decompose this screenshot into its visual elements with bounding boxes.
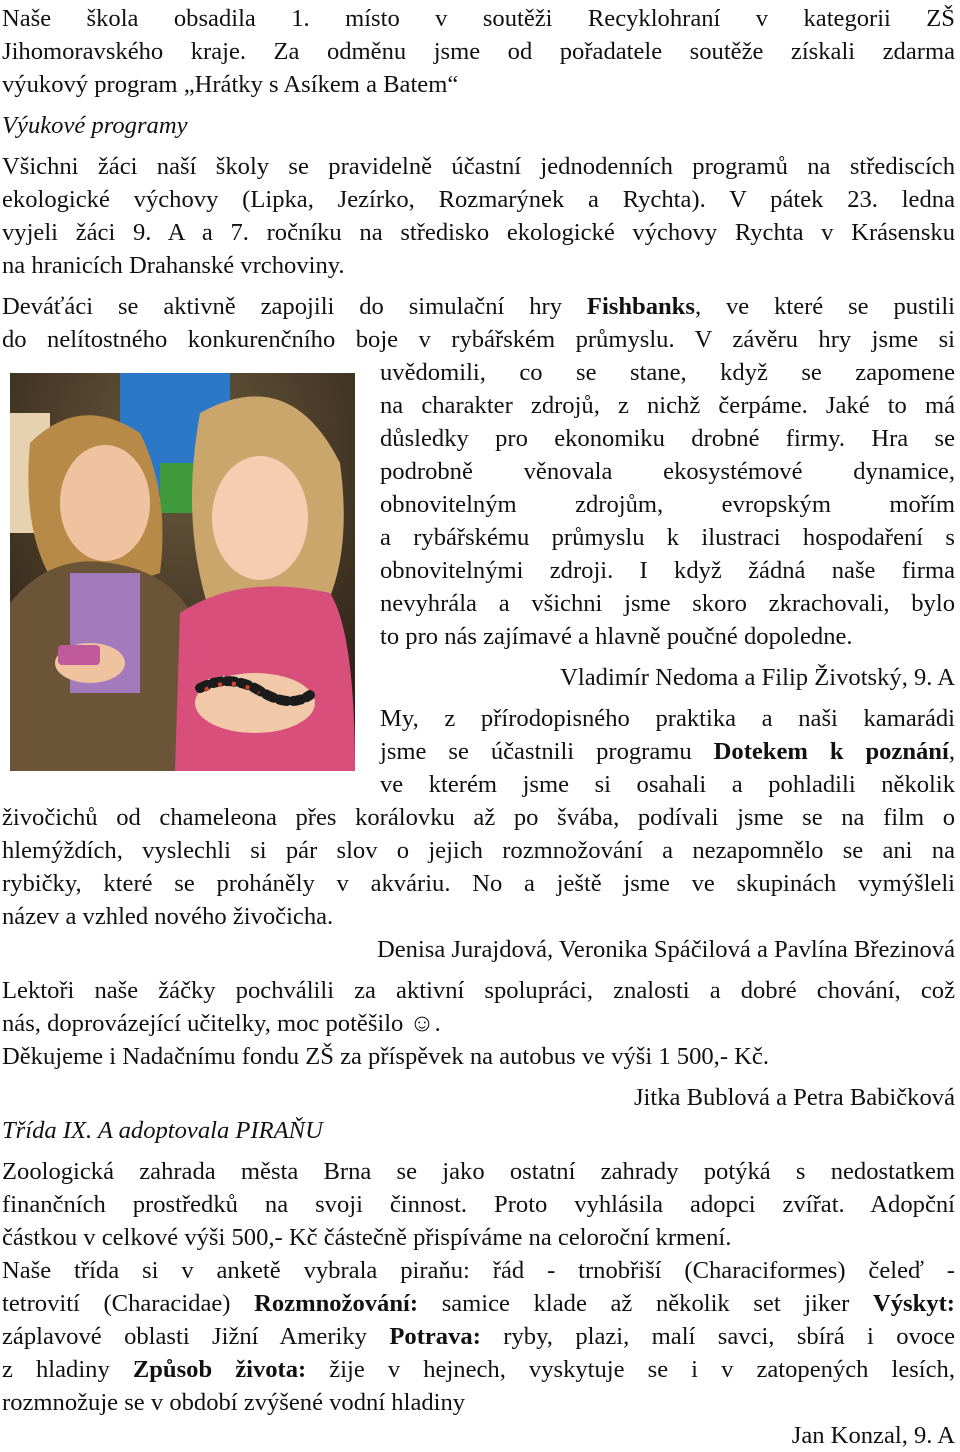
fishbanks-bold: Fishbanks: [586, 293, 695, 320]
programs-line-3: vyjeli žáci 9. A a 7. ročníku na středisko ekologické výchovy Rychta v Krásensku: [2, 219, 955, 246]
photo-illustration: [10, 373, 355, 771]
zoo-line-1: Zoologická zahrada města Brna se jako ostatní zahrady potýká s nedostatkem: [2, 1158, 955, 1185]
signature-2: Denisa Jurajdová, Veronika Spáčilová a Pavlína Březinová: [376, 936, 955, 963]
intro-line-1: Naše škola obsadila 1. místo v soutěži Recyklohraní v kategorii ZŠ: [2, 5, 955, 32]
thanks-line-3: Děkujeme i Nadačnímu fondu ZŠ za příspěvek na autobus ve výši 1 500,- Kč.: [2, 1043, 769, 1070]
programs-line-2: ekologické výchovy (Lipka, Jezírko, Rozmarýnek a Rychta). V pátek 23. ledna: [2, 186, 955, 213]
intro-line-2: Jihomoravského kraje. Za odměnu jsme od pořadatele soutěže získali zdarma: [2, 38, 955, 65]
thanks-line-1: Lektoři naše žáčky pochválili za aktivní spolupráci, znalosti a dobré chování, což: [2, 977, 955, 1004]
section-heading-programs: Výukové programy: [2, 112, 188, 139]
piranha-text-3a: záplavové oblasti Jižní Ameriky: [2, 1323, 390, 1350]
fishbanks-line-2: do nelítostného konkurenčního boje v rybářském průmyslu. V závěru hry jsme si: [2, 326, 955, 353]
signature-1: Vladimír Nedoma a Filip Životský, 9. A: [560, 664, 955, 691]
piranha-text-3c: ryby, plazi, malí savci, sbírá i ovoce: [480, 1323, 955, 1350]
touch-line-5: hlemýždích, vyslechli si pár slov o jejich rozmnožování a nezapomnělo se ani na: [2, 837, 955, 864]
fishbanks-line-3: uvědomili, co se stane, když se zapomene: [380, 359, 955, 386]
piranha-line-3: [2, 1320, 955, 1353]
fishbanks-line-1: [2, 290, 955, 323]
fishbanks-text-a: Deváťáci se aktivně zapojili do simulační hry: [2, 293, 587, 320]
piranha-text-2a: tetrovití (Characidae): [2, 1290, 255, 1317]
touch-line-2: [380, 735, 955, 768]
touch-line-6: rybičky, které se proháněly v akváriu. No a ještě jsme ve skupinách vymýšleli: [2, 870, 955, 897]
piranha-bold-occurrence: Výskyt:: [873, 1290, 955, 1317]
touch-line-1: My, z přírodopisného praktika a naši kamarádi: [380, 705, 955, 732]
piranha-line-1: Naše třída si v anketě vybrala piraňu: řád - trnobřiší (Characiformes) čeleď -: [2, 1257, 955, 1284]
piranha-text-2c: samice klade až několik set jiker: [418, 1290, 873, 1317]
touch-line-7: název a vzhled nového živočicha.: [2, 903, 334, 930]
touch-line-4: živočichů od chameleona přes korálovku až po švába, podívali jsme se na film o: [2, 804, 955, 831]
fishbanks-line-10: nevyhrála a všichni jsme skoro zkrachovali, bylo: [380, 590, 955, 617]
thanks-line-2: nás, doprovázející učitelky, moc potěšilo ☺.: [2, 1010, 441, 1037]
piranha-line-2: [2, 1287, 955, 1320]
touch-text-a: jsme se účastnili programu: [380, 738, 714, 765]
fishbanks-line-4: na charakter zdrojů, z nichž čerpáme. Jaké to má: [380, 392, 955, 419]
piranha-line-5: rozmnožuje se v období zvýšené vodní hladiny: [2, 1389, 466, 1416]
fishbanks-text-c: , ve které se pustili: [694, 293, 955, 320]
touch-text-c: ,: [948, 738, 955, 765]
piranha-bold-food: Potrava:: [389, 1323, 481, 1350]
fishbanks-line-7: obnovitelným zdrojům, evropským mořím: [380, 491, 955, 518]
signature-4: Jan Konzal, 9. A: [791, 1422, 955, 1449]
piranha-bold-lifestyle: Způsob života:: [132, 1356, 307, 1383]
piranha-text-4a: z hladiny: [2, 1356, 133, 1383]
piranha-text-4c: žije v hejnech, vyskytuje se i v zatopených lesích,: [306, 1356, 956, 1383]
programs-line-1: Všichni žáci naší školy se pravidelně účastní jednodenních programů na střediscích: [2, 153, 955, 180]
piranha-line-4: [2, 1353, 955, 1386]
fishbanks-line-8: a rybářskému průmyslu k ilustraci hospodaření s: [380, 524, 955, 551]
zoo-line-3: částkou v celkové výši 500,- Kč částečně přispíváme na celoroční krmení.: [2, 1224, 732, 1251]
photo-girls-with-snake: [10, 373, 355, 771]
fishbanks-line-9: obnovitelnými zdroji. I když žádná naše firma: [380, 557, 955, 584]
programs-line-4: na hranicích Drahanské vrchoviny.: [2, 252, 345, 279]
fishbanks-line-6: podrobně věnovala ekosystémové dynamice,: [380, 458, 955, 485]
touch-line-3: ve kterém jsme si osahali a pohladili několik: [380, 771, 955, 798]
zoo-line-2: finančních prostředků na svoji činnost. Proto vyhlásila adopci zvířat. Adopční: [2, 1191, 955, 1218]
fishbanks-line-5: důsledky pro ekonomiku drobné firmy. Hra se: [380, 425, 955, 452]
fishbanks-line-11: to pro nás zajímavé a hlavně poučné dopoledne.: [380, 623, 853, 650]
piranha-bold-reproduction: Rozmnožování:: [254, 1290, 419, 1317]
intro-line-3: výukový program „Hrátky s Asíkem a Batem“: [2, 71, 459, 98]
signature-3: Jitka Bublová a Petra Babičková: [633, 1084, 955, 1111]
section-heading-piranha: Třída IX. A adoptovala PIRAŇU: [2, 1117, 323, 1144]
touch-program-bold: Dotekem k poznání: [713, 738, 949, 765]
